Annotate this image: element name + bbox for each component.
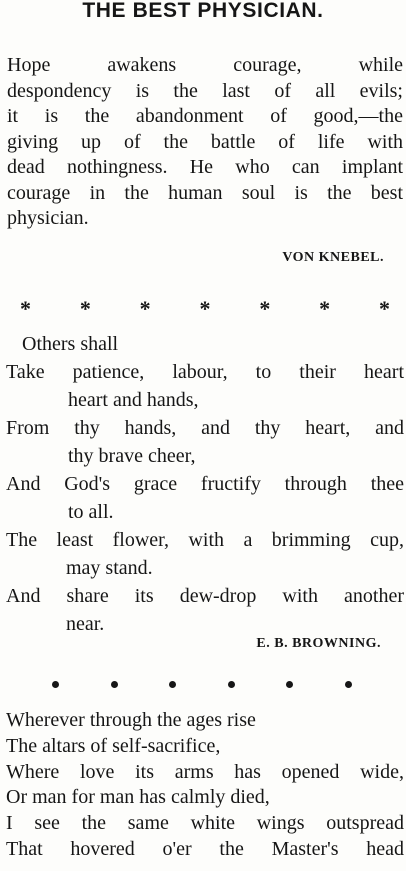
star-ornament: * [139,296,151,321]
bullet-ornament [345,681,352,688]
star-ornament: * [259,296,271,321]
verse-line: From thy hands, and thy heart, and [6,417,404,439]
verse-line: Wherever through the ages rise [6,709,256,731]
bullet-ornament [286,681,293,688]
browning-verse [6,330,404,638]
quotation-paragraph [7,53,403,232]
bullet-ornament [52,681,59,688]
star-ornament: * [199,296,211,321]
verse-line: Others shall [22,333,119,355]
attribution-von-knebel: VON KNEBEL. [282,250,384,265]
paragraph-line: giving up of the battle of life with [7,130,403,153]
star-ornament: * [378,296,390,321]
verse-line: Where love its arms has opened wide, [6,760,404,783]
bullet-divider [52,681,352,688]
sacrifice-verse [6,708,404,863]
star-ornament: * [20,296,31,321]
paragraph-line: Hope awakens courage, while [7,54,403,76]
article-title: THE BEST PHYSICIAN. [82,0,324,22]
bullet-ornament [169,681,176,688]
verse-line: Or man for man has calmly died, [6,786,270,809]
star-ornament: * [319,296,331,321]
bullet-ornament [228,681,235,688]
verse-line: Take patience, labour, to their heart [6,361,404,383]
verse-line: And share its dew-drop with another [6,585,404,607]
attribution-browning: E. B. BROWNING. [256,636,381,651]
verse-line: And God's grace fructify through thee [6,473,404,495]
paragraph-line: it is the abandonment of good,—the [7,105,403,127]
bullet-ornament [111,681,118,688]
verse-line: heart and hands, [68,389,199,411]
verse-line: The least flower, with a brimming cup, [6,529,404,551]
star-divider [20,298,390,320]
verse-line: near. [66,613,105,635]
verse-line: may stand. [66,557,153,579]
paragraph-line: physician. [7,207,89,229]
star-ornament: * [79,296,91,321]
verse-line: I see the same white wings outspread [6,812,404,835]
verse-line: That hovered o'er the Master's head [6,837,404,860]
verse-line: to all. [68,501,114,523]
paragraph-line: despondency is the last of all evils; [7,79,403,102]
paragraph-line: courage in the human soul is the best [7,181,403,204]
verse-line: thy brave cheer, [68,445,196,467]
paragraph-line: dead nothingness. He who can implant [7,156,403,178]
verse-line: The altars of self-sacrifice, [6,734,221,757]
